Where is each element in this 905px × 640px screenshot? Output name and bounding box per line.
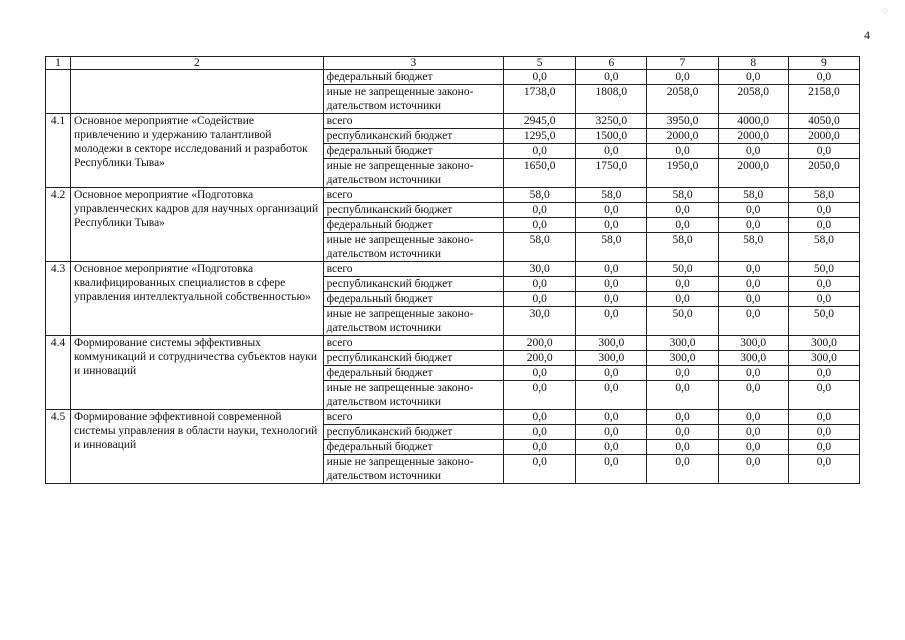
funding-source: иные не запрещенные законо-дательством источники (323, 455, 503, 484)
amount-cell: 0,0 (647, 455, 718, 484)
amount-cell: 0,0 (788, 70, 859, 85)
amount-cell: 1750,0 (576, 159, 647, 188)
amount-cell: 58,0 (788, 233, 859, 262)
column-header: 5 (504, 57, 576, 70)
amount-cell: 1650,0 (504, 159, 576, 188)
amount-cell: 58,0 (788, 188, 859, 203)
funding-source: республиканский бюджет (323, 203, 503, 218)
amount-cell: 30,0 (504, 307, 576, 336)
amount-cell: 3950,0 (647, 114, 718, 129)
amount-cell: 0,0 (576, 277, 647, 292)
amount-cell: 0,0 (504, 70, 576, 85)
table-row (46, 336, 860, 351)
funding-source: федеральный бюджет (323, 366, 503, 381)
amount-cell: 0,0 (576, 425, 647, 440)
funding-source: федеральный бюджет (323, 440, 503, 455)
amount-cell: 0,0 (718, 277, 788, 292)
amount-cell: 0,0 (647, 410, 718, 425)
funding-source: иные не запрещенные законо-дательством источники (323, 233, 503, 262)
table-row (46, 114, 860, 129)
amount-cell: 50,0 (647, 307, 718, 336)
amount-cell: 0,0 (504, 366, 576, 381)
amount-cell: 0,0 (647, 366, 718, 381)
amount-cell: 0,0 (576, 410, 647, 425)
amount-cell: 50,0 (647, 262, 718, 277)
column-header: 8 (718, 57, 788, 70)
amount-cell: 300,0 (647, 351, 718, 366)
item-name: Основное мероприятие «Подготовка квалифицированных специалистов в сфере управления интеллектуальной собственностью» (71, 262, 324, 336)
funding-source: всего (323, 262, 503, 277)
amount-cell: 0,0 (788, 425, 859, 440)
amount-cell: 300,0 (576, 351, 647, 366)
amount-cell: 0,0 (504, 410, 576, 425)
amount-cell: 50,0 (788, 262, 859, 277)
amount-cell: 0,0 (647, 440, 718, 455)
funding-source: иные не запрещенные законо-дательством источники (323, 85, 503, 114)
amount-cell: 0,0 (504, 277, 576, 292)
table-row (46, 188, 860, 203)
funding-source: всего (323, 114, 503, 129)
amount-cell: 0,0 (576, 144, 647, 159)
amount-cell: 0,0 (576, 381, 647, 410)
amount-cell: 0,0 (647, 70, 718, 85)
amount-cell: 0,0 (788, 381, 859, 410)
amount-cell: 0,0 (647, 425, 718, 440)
amount-cell: 300,0 (647, 336, 718, 351)
funding-source: республиканский бюджет (323, 425, 503, 440)
amount-cell: 0,0 (576, 70, 647, 85)
table-row (46, 262, 860, 277)
amount-cell: 0,0 (504, 203, 576, 218)
amount-cell: 0,0 (718, 307, 788, 336)
page-number: 4 (864, 28, 870, 42)
amount-cell: 0,0 (576, 455, 647, 484)
amount-cell: 0,0 (788, 366, 859, 381)
amount-cell: 0,0 (718, 425, 788, 440)
funding-source: республиканский бюджет (323, 351, 503, 366)
amount-cell: 0,0 (788, 410, 859, 425)
item-number: 4.2 (46, 188, 71, 262)
funding-source: всего (323, 410, 503, 425)
amount-cell: 0,0 (788, 218, 859, 233)
amount-cell: 0,0 (647, 218, 718, 233)
amount-cell: 0,0 (576, 307, 647, 336)
amount-cell: 0,0 (718, 440, 788, 455)
amount-cell: 0,0 (718, 218, 788, 233)
amount-cell: 58,0 (504, 188, 576, 203)
amount-cell: 58,0 (576, 188, 647, 203)
item-name: Основное мероприятие «Подготовка управленческих кадров для научных организаций Республики Тыва» (71, 188, 324, 262)
amount-cell: 0,0 (576, 292, 647, 307)
amount-cell: 58,0 (718, 188, 788, 203)
amount-cell: 300,0 (576, 336, 647, 351)
amount-cell: 0,0 (647, 144, 718, 159)
budget-table-body (46, 57, 860, 484)
item-number: 4.3 (46, 262, 71, 336)
amount-cell: 200,0 (504, 336, 576, 351)
amount-cell: 300,0 (788, 351, 859, 366)
amount-cell: 0,0 (576, 366, 647, 381)
amount-cell: 2050,0 (788, 159, 859, 188)
budget-table (45, 56, 860, 484)
amount-cell: 0,0 (647, 203, 718, 218)
amount-cell: 0,0 (788, 440, 859, 455)
amount-cell: 58,0 (576, 233, 647, 262)
funding-source: иные не запрещенные законо-дательством источники (323, 307, 503, 336)
amount-cell: 0,0 (718, 262, 788, 277)
amount-cell: 4050,0 (788, 114, 859, 129)
amount-cell: 0,0 (576, 218, 647, 233)
amount-cell: 0,0 (788, 277, 859, 292)
funding-source: иные не запрещенные законо-дательством источники (323, 159, 503, 188)
column-header: 1 (46, 57, 71, 70)
amount-cell: 0,0 (718, 381, 788, 410)
amount-cell: 0,0 (576, 440, 647, 455)
amount-cell: 2000,0 (718, 129, 788, 144)
column-header: 7 (647, 57, 718, 70)
amount-cell: 0,0 (718, 144, 788, 159)
funding-source: федеральный бюджет (323, 292, 503, 307)
amount-cell: 1295,0 (504, 129, 576, 144)
amount-cell: 0,0 (576, 203, 647, 218)
item-number-cell (46, 70, 71, 114)
column-number-row (46, 57, 860, 70)
amount-cell: 4000,0 (718, 114, 788, 129)
amount-cell: 2158,0 (788, 85, 859, 114)
amount-cell: 1950,0 (647, 159, 718, 188)
amount-cell: 0,0 (576, 262, 647, 277)
amount-cell: 0,0 (718, 292, 788, 307)
amount-cell: 0,0 (504, 292, 576, 307)
column-header: 3 (323, 57, 503, 70)
amount-cell: 300,0 (718, 351, 788, 366)
amount-cell: 58,0 (718, 233, 788, 262)
amount-cell: 3250,0 (576, 114, 647, 129)
funding-source: всего (323, 336, 503, 351)
amount-cell: 50,0 (788, 307, 859, 336)
scan-artifact-mark: ◌ (882, 6, 888, 17)
amount-cell: 2000,0 (647, 129, 718, 144)
table-row (46, 70, 860, 85)
item-number: 4.5 (46, 410, 71, 484)
item-name: Формирование эффективной современной системы управления в области науки, технологий и инноваций (71, 410, 324, 484)
amount-cell: 0,0 (718, 203, 788, 218)
funding-source: республиканский бюджет (323, 277, 503, 292)
table-row (46, 410, 860, 425)
amount-cell: 30,0 (504, 262, 576, 277)
amount-cell: 2058,0 (647, 85, 718, 114)
amount-cell: 0,0 (647, 381, 718, 410)
funding-source: федеральный бюджет (323, 144, 503, 159)
funding-source: всего (323, 188, 503, 203)
amount-cell: 0,0 (647, 292, 718, 307)
amount-cell: 2000,0 (718, 159, 788, 188)
funding-source: федеральный бюджет (323, 70, 503, 85)
column-header: 2 (71, 57, 324, 70)
item-name: Формирование системы эффективных коммуникаций и сотрудничества субъектов науки и инноваций (71, 336, 324, 410)
amount-cell: 2000,0 (788, 129, 859, 144)
amount-cell: 1500,0 (576, 129, 647, 144)
amount-cell: 0,0 (718, 70, 788, 85)
item-number: 4.1 (46, 114, 71, 188)
amount-cell: 0,0 (504, 381, 576, 410)
column-header: 9 (788, 57, 859, 70)
amount-cell: 58,0 (647, 233, 718, 262)
amount-cell: 0,0 (788, 203, 859, 218)
column-header: 6 (576, 57, 647, 70)
amount-cell: 300,0 (718, 336, 788, 351)
amount-cell: 0,0 (504, 440, 576, 455)
amount-cell: 2945,0 (504, 114, 576, 129)
funding-source: республиканский бюджет (323, 129, 503, 144)
amount-cell: 1808,0 (576, 85, 647, 114)
item-name: Основное мероприятие «Содействие привлечению и удержанию талантливой молодежи в секторе исследований и разработок Республики Тыва» (71, 114, 324, 188)
amount-cell: 0,0 (504, 218, 576, 233)
amount-cell: 200,0 (504, 351, 576, 366)
funding-source: иные не запрещенные законо-дательством источники (323, 381, 503, 410)
amount-cell: 58,0 (647, 188, 718, 203)
amount-cell: 300,0 (788, 336, 859, 351)
funding-source: федеральный бюджет (323, 218, 503, 233)
item-number: 4.4 (46, 336, 71, 410)
amount-cell: 0,0 (718, 455, 788, 484)
amount-cell: 0,0 (647, 277, 718, 292)
amount-cell: 0,0 (504, 144, 576, 159)
amount-cell: 0,0 (788, 292, 859, 307)
amount-cell: 0,0 (504, 455, 576, 484)
amount-cell: 0,0 (504, 425, 576, 440)
amount-cell: 0,0 (788, 455, 859, 484)
amount-cell: 0,0 (718, 366, 788, 381)
amount-cell: 0,0 (718, 410, 788, 425)
amount-cell: 0,0 (788, 144, 859, 159)
item-name-cell (71, 70, 324, 114)
amount-cell: 2058,0 (718, 85, 788, 114)
amount-cell: 58,0 (504, 233, 576, 262)
amount-cell: 1738,0 (504, 85, 576, 114)
